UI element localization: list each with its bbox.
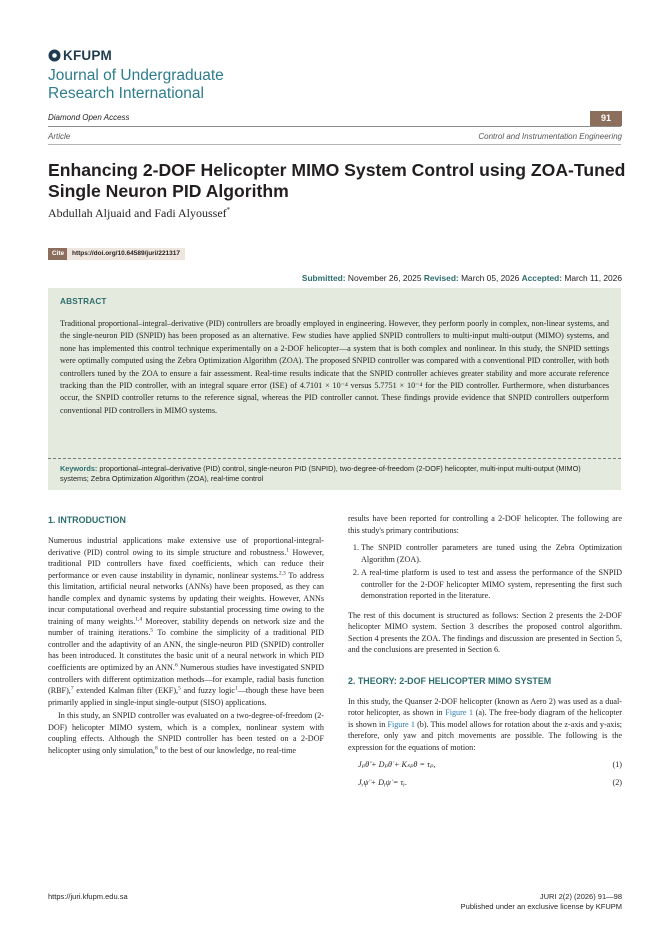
open-access-label: Diamond Open Access [48,113,130,122]
abstract-divider [48,458,621,459]
contribution-2: 2. A real-time platform is used to test and assess the performance of the SNPID controller for the 2-DOF helicopter MIMO system, representing the first such demonstration reported in the literature. [361,567,622,602]
logo-text: KFUPM [63,48,112,63]
paper-title: Enhancing 2-DOF Helicopter MIMO System Control using ZOA-Tuned Single Neuron PID Algorithm [48,160,626,201]
header-divider [48,126,621,127]
ref-3[interactable]: 1,4 [135,616,143,623]
ref-1[interactable]: 1 [286,546,289,553]
authors [48,206,230,221]
footer-url[interactable]: https://juri.kfupm.edu.sa [48,892,128,901]
ref-6[interactable]: 7 [70,685,74,692]
intro-paragraph-1: Numerous industrial applications make extensive use of proportional-integral-derivative (PID) control owing to its simple structure and robustness.$^1$ However, traditional PID controllers have fixed coefficients, which can reduce their performance or even cause instability in dynamic, nonlinear systems.$^{2,3}$ To address this limitation, artificial neural networks (ANNs) have been proposed, as they can handle complex and dynamic systems by updating their weights. However, ANNs incur computational overhead and require substantial processing time owing to the training of many weights.$^{1,4}$ Moreover, stability depends on network size and the number of training iterations.$^5$ To combine the simplicity of a traditional PID controller and the adaptivity of an ANN, the single-neuron PID (SNPID) controller has been introduced. It constitutes the basic unit of a neural network in which PID coefficients are optimized by an ANN.$^6$ Numerous studies have investigated SNPID controllers with different optimization methods—for example, radial basis function (RBF),$^7$ extended Kalman filter (EKF),$^5$ and fuzzy logic$^1$—though these have been primarily applied in single-input single-output (SISO) applications. [48,536,325,707]
keywords-label: Keywords: [60,464,98,473]
intro-heading: 1. INTRODUCTION [48,515,126,525]
right-column [348,513,622,791]
kfupm-logo-icon [48,49,61,62]
article-type: Article [48,132,71,141]
journal-name-line1: Journal of Undergraduate [48,67,224,84]
figure-1-link[interactable]: Figure 1 [445,708,474,718]
intro-paragraph-2: In this study, an SNPID controller was evaluated on a two-degree-of-freedom (2-DOF) helicopter MIMO system, which is a complex, nonlinear system with coupling effects. Although the SNPID controller has been tested on a 2-DOF helicopter using only simulation,$^8$ to the best of our knowledge, no real-time [48,711,324,755]
equation-2-body: Jᵧψ̈ + Dᵧψ̇ = τᵧ. [358,778,408,788]
footer-citation [461,892,622,912]
submitted-label: Submitted: [301,273,346,283]
author-names: Abdullah Aljuaid and Fadi Alyoussef [48,206,227,220]
ref-9[interactable]: 8 [154,745,158,752]
contribution-1: 1. The SNPID controller parameters are tuned using the Zebra Optimization Algorithm (ZOA). [361,542,622,565]
revised-date: March 05, 2026 [461,273,520,283]
figure-1b-link[interactable]: Figure 1 [387,719,415,729]
keywords-text: proportional–integral–derivative (PID) control, single-neuron PID (SNPID), two-degree-of-freedom (2-DOF) helicopter, multi-input multi-output (MIMO) systems; Zebra Optimization Algorithm (ZOA), real-time control [60,464,581,483]
abstract-text: Traditional proportional–integral–derivative (PID) controllers are broadly employed in engineering. However, they perform poorly in complex, non-linear systems, and the single-neuron PID (SNPID) has been proposed as an alternative. Few studies have applied SNPID controllers to multi-input multi-output (MIMO) systems, and none has implemented this control technique experimentally on a 2-DOF helicopter—a system that is both complex and nonlinear. In this study, the SNPID settings were optimally computed using the Zebra Optimization Algorithm (ZOA). The proposed SNPID controller was compared with a conventional PID controller, with both controllers tuned by the ZOA to ensure a fair assessment. Real-time results indicate that the SNPID controller achieves greater stability and more accurate reference tracking than the PID controller, with an integral square error (ISE) of 4.7101 × 10⁻⁴ versus 5.7751 × 10⁻⁴ for the PID controller. Furthermore, when disturbances occur, the SNPID controller returns to the reference signal, whereas the PID controller cannot. These findings provide evidence that SNPID controllers outperform conventional PID controllers in MIMO systems. [60,319,609,415]
footer-license: Published under an exclusive license by KFUPM [460,902,622,911]
equation-1-number: (1) [612,760,622,770]
accepted-date: March 11, 2026 [564,273,622,283]
intro-body [48,535,324,756]
ref-2[interactable]: 2,3 [278,569,286,576]
theory-paragraph: In this study, the Quanser 2-DOF helicopter (known as Aero 2) was used as a dual-rotor helicopter, as shown in Figure 1 (a). The free-body diagram of the helicopter is shown in Figure 1 (b). This model allows for rotation about the z-axis and y-axis; therefore, only yaw and pitch movements are possible. The following is the expression for the equations of motion: [348,696,622,752]
equation-2-number: (2) [612,778,622,788]
accepted-label: Accepted: [521,273,563,283]
contributions-list [348,542,622,602]
subject-field: Control and Instrumentation Engineering [478,132,622,141]
equation-1-body: Jₚθ̈ + Dₚθ̇ + Kₛₚθ = τₚ, [358,760,436,770]
keywords [60,464,609,484]
revised-label: Revised: [423,273,459,283]
ref-4[interactable]: 5 [150,627,154,634]
abstract-heading: ABSTRACT [60,297,107,306]
page-number-badge: 91 [590,111,622,126]
ref-7[interactable]: 5 [178,685,181,692]
doi-link[interactable]: https://doi.org/10.64589/juri/221317 [67,248,185,260]
journal-name-line2: Research International [48,84,204,102]
structure-paragraph: The rest of this document is structured as follows: Section 2 presents the 2-DOF helicopter MIMO system. Section 3 describes the proposed control algorithm. Section 4 presents the ZOA. The findings and discussion are presented in Section 5, and the conclusions are presented in Section 6. [348,610,622,655]
equation-1 [348,759,622,773]
cite-badge[interactable]: Cite [48,248,68,260]
publication-dates [302,273,622,283]
header-subdivider [48,144,621,145]
corresponding-author-mark: * [226,206,231,214]
ref-5[interactable]: 6 [174,662,178,669]
intro-continuation: results have been reported for controlling a 2-DOF helicopter. The following are this study's primary contributions: [348,514,622,535]
ref-8[interactable]: 1 [235,685,238,692]
submitted-date: November 26, 2025 [347,273,422,283]
journal-name [48,67,224,102]
theory-heading: 2. THEORY: 2-DOF HELICOPTER MIMO SYSTEM [348,676,552,687]
footer-journal-citation: JURI 2(2) (2026) 91—98 [539,892,622,901]
equation-2 [348,777,622,791]
journal-logo [48,48,112,63]
